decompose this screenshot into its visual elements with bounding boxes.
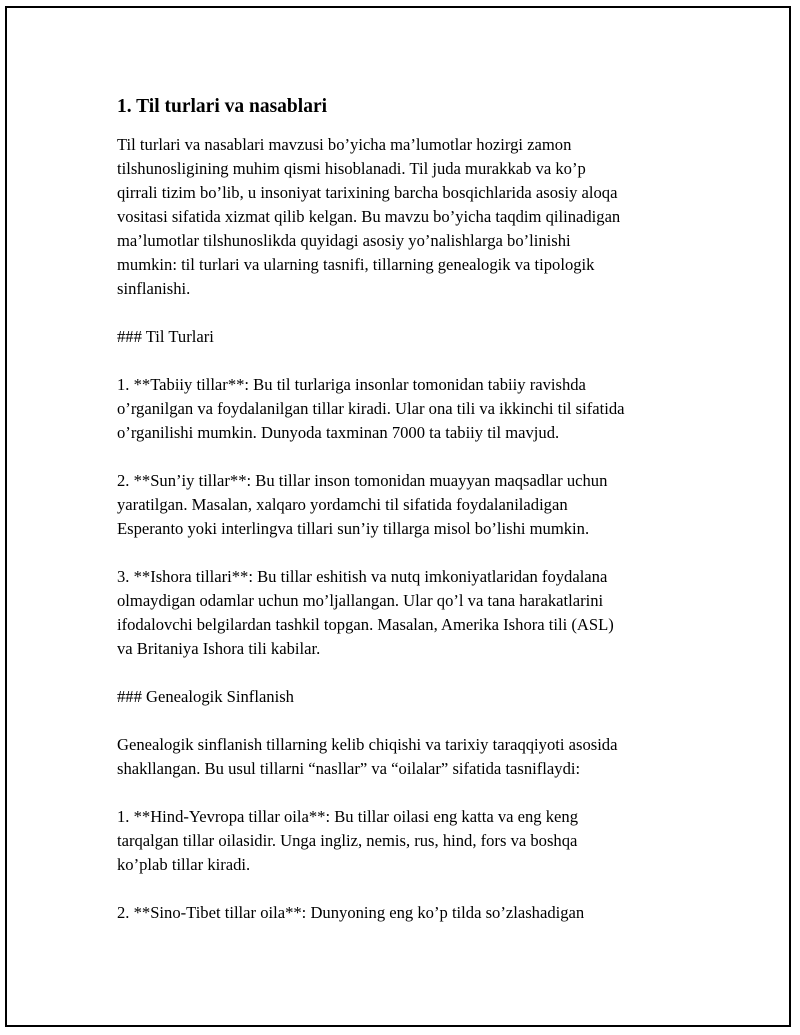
- text-line: olmaydigan odamlar uchun mo’ljallangan. Ular qo’l va tana harakatlarini: [117, 591, 604, 610]
- text-line: yaratilgan. Masalan, xalqaro yordamchi til sifatida foydalaniladigan: [117, 495, 568, 514]
- text-line: Genealogik sinflanish tillarning kelib chiqishi va tarixiy taraqqiyoti asosida: [117, 735, 618, 754]
- text-line: o’rganilgan va foydalanilgan tillar kiradi. Ular ona tili va ikkinchi til sifatida: [117, 399, 625, 418]
- text-line: shakllangan. Bu usul tillarni “nasllar” va “oilalar” sifatida tasniflaydi:: [117, 759, 581, 778]
- document-body: [117, 95, 697, 949]
- paragraph: [117, 133, 697, 301]
- paragraph: [117, 901, 697, 925]
- text-line: sinflanishi.: [117, 279, 191, 298]
- document-title: 1. Til turlari va nasablari: [117, 96, 328, 117]
- text-line: ifodalovchi belgilardan tashkil topgan. Masalan, Amerika Ishora tili (ASL): [117, 615, 614, 634]
- text-line: 1. **Hind-Yevropa tillar oila**: Bu tillar oilasi eng katta va eng keng: [117, 807, 579, 826]
- text-line: vositasi sifatida xizmat qilib kelgan. Bu mavzu bo’yicha taqdim qilinadigan: [117, 207, 621, 226]
- paragraph: [117, 373, 697, 445]
- text-line: ma’lumotlar tilshunoslikda quyidagi asosiy yo’nalishlarga bo’linishi: [117, 231, 571, 250]
- section-heading: [117, 685, 697, 709]
- paragraph: [117, 733, 697, 781]
- text-line: Til turlari va nasablari mavzusi bo’yicha ma’lumotlar hozirgi zamon: [117, 135, 572, 154]
- text-line: o’rganilishi mumkin. Dunyoda taxminan 7000 ta tabiiy til mavjud.: [117, 423, 560, 442]
- text-line: Esperanto yoki interlingva tillari sun’iy tillarga misol bo’lishi mumkin.: [117, 519, 590, 538]
- text-line: ko’plab tillar kiradi.: [117, 855, 251, 874]
- text-line: 2. **Sun’iy tillar**: Bu tillar inson tomonidan muayyan maqsadlar uchun: [117, 471, 608, 490]
- text-line: 3. **Ishora tillari**: Bu tillar eshitish va nutq imkoniyatlaridan foydalana: [117, 567, 608, 586]
- text-line: 2. **Sino-Tibet tillar oila**: Dunyoning eng ko’p tilda so’zlashadigan: [117, 903, 585, 922]
- paragraph: [117, 469, 697, 541]
- text-line: tilshunosligining muhim qismi hisoblanadi. Til juda murakkab va ko’p: [117, 159, 586, 178]
- text-line: va Britaniya Ishora tili kabilar.: [117, 639, 321, 658]
- text-line: tarqalgan tillar oilasidir. Unga ingliz, nemis, rus, hind, fors va boshqa: [117, 831, 578, 850]
- paragraph-list: [117, 133, 697, 925]
- text-line: ### Til Turlari: [117, 327, 214, 346]
- text-line: mumkin: til turlari va ularning tasnifi, tillarning genealogik va tipologik: [117, 255, 595, 274]
- paragraph: [117, 805, 697, 877]
- text-line: ### Genealogik Sinflanish: [117, 687, 294, 706]
- paragraph: [117, 565, 697, 661]
- text-line: 1. **Tabiiy tillar**: Bu til turlariga insonlar tomonidan tabiiy ravishda: [117, 375, 586, 394]
- text-line: qirrali tizim bo’lib, u insoniyat tarixining barcha bosqichlarida asosiy aloqa: [117, 183, 618, 202]
- section-heading: [117, 325, 697, 349]
